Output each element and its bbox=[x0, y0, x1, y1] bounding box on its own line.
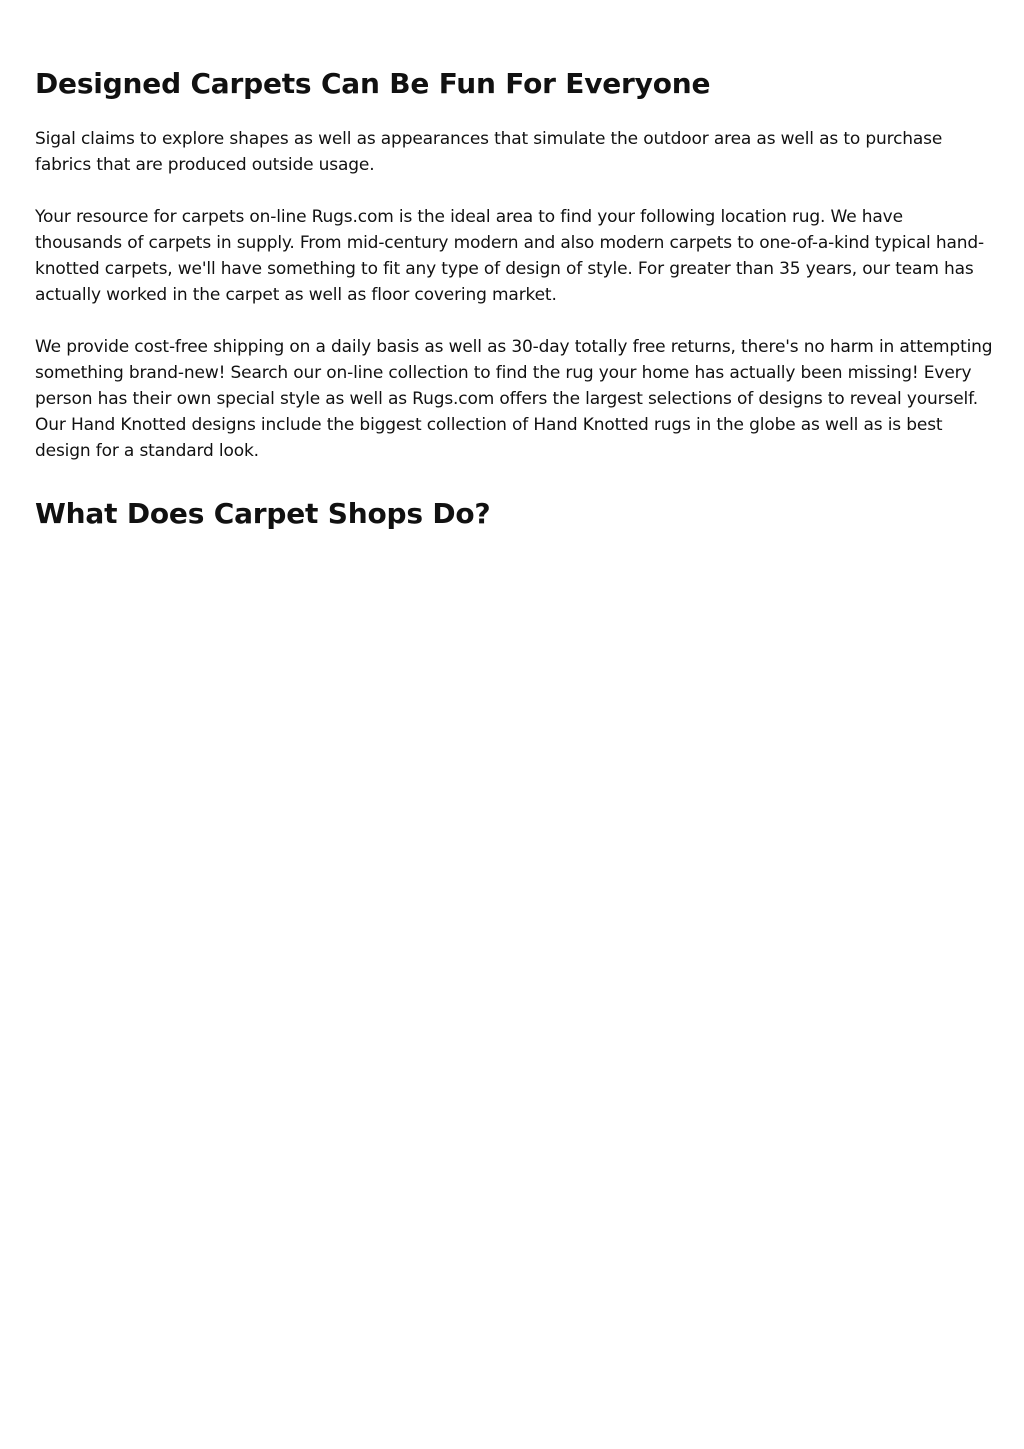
paragraph-intro: Sigal claims to explore shapes as well as appearances that simulate the outdoor area as well as to purchase fabrics that are produced outside usage. bbox=[35, 129, 943, 175]
article-content bbox=[35, 66, 995, 532]
section-heading: What Does Carpet Shops Do? bbox=[35, 497, 491, 530]
paragraph-shipping: We provide cost-free shipping on a daily basis as well as 30-day totally free returns, there's no harm in attempting something brand-new! Search our on-line collection to find the rug your home has actually been missing! Every person has their own special style as well as Rugs.com offers the largest selections of designs to reveal yourself. Our Hand Knotted designs include the biggest collection of Hand Knotted rugs in the globe as well as is best design for a standard look. bbox=[35, 337, 993, 461]
paragraph-resource: Your resource for carpets on-line Rugs.com is the ideal area to find your following location rug. We have thousands of carpets in supply. From mid-century modern and also modern carpets to one-of-a-kind typical hand-knotted carpets, we'll have something to fit any type of design of style. For greater than 35 years, our team has actually worked in the carpet as well as floor covering market. bbox=[35, 207, 984, 305]
article-title: Designed Carpets Can Be Fun For Everyone bbox=[35, 67, 711, 100]
